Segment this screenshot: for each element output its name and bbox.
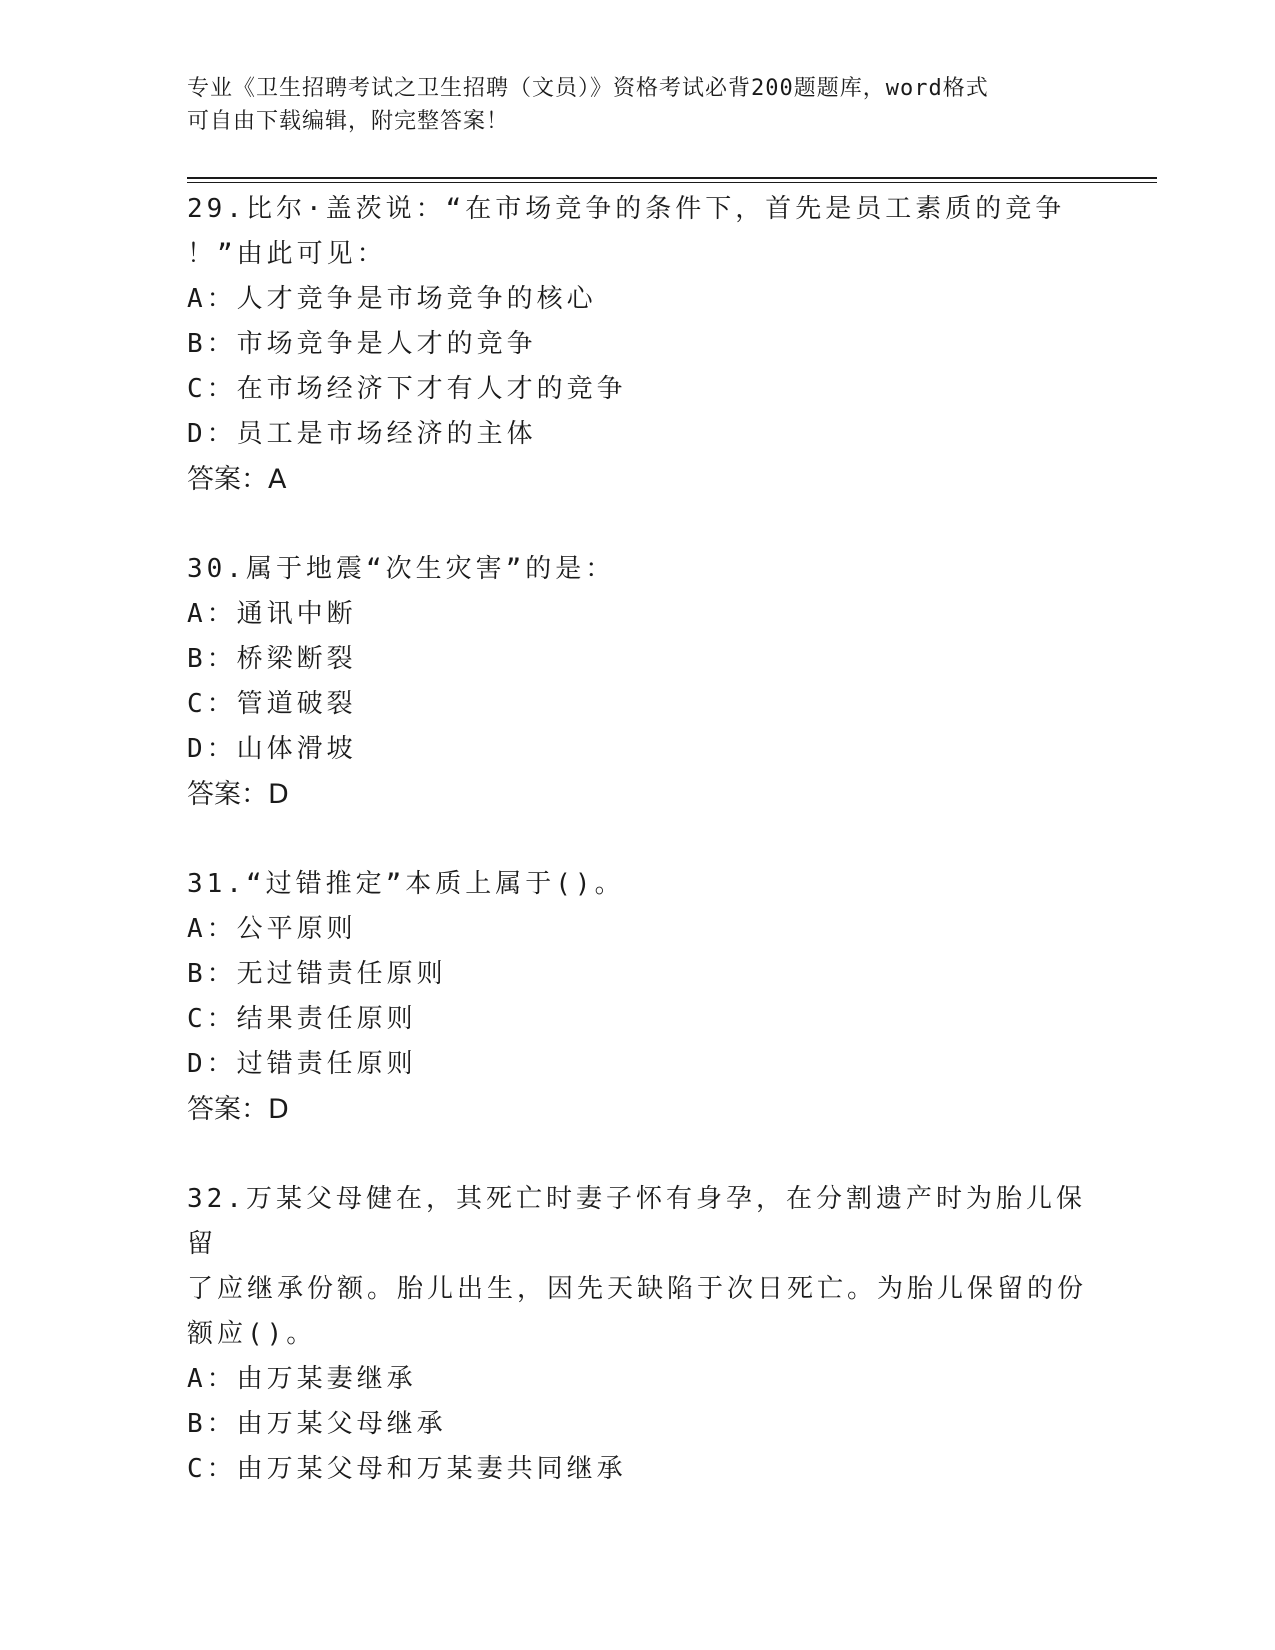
question-stem (187, 547, 1107, 592)
question-32 (187, 1177, 1107, 1492)
question-stem (187, 1177, 1107, 1357)
question-31 (187, 862, 1107, 1132)
document-header (187, 72, 1067, 138)
option-c: C：由万某父母和万某妻共同继承 (187, 1454, 627, 1484)
question-stem (187, 862, 1107, 907)
option-d: D：山体滑坡 (187, 734, 357, 764)
option-d: D：员工是市场经济的主体 (187, 419, 537, 449)
question-stem-line: 29.比尔·盖茨说：“在市场竞争的条件下，首先是员工素质的竞争 (187, 194, 1066, 224)
header-line: 专业《卫生招聘考试之卫生招聘（文员）》资格考试必背200题题库，word格式 (187, 76, 989, 101)
answer: 答案：A (187, 464, 287, 495)
question-stem-line: 32.万某父母健在，其死亡时妻子怀有身孕，在分割遗产时为胎儿保留 (187, 1184, 1086, 1259)
question-30 (187, 547, 1107, 817)
option-c: C：管道破裂 (187, 689, 357, 719)
header-line: 可自由下载编辑，附完整答案！ (187, 109, 510, 134)
option-b: B：市场竞争是人才的竞争 (187, 329, 537, 359)
question-stem-line: 31.“过错推定”本质上属于()。 (187, 869, 625, 899)
answer: 答案：D (187, 779, 289, 810)
question-stem-line: 30.属于地震“次生灾害”的是： (187, 554, 616, 584)
option-a: A：通讯中断 (187, 599, 357, 629)
option-c: C：在市场经济下才有人才的竞争 (187, 374, 627, 404)
option-a: A：由万某妻继承 (187, 1364, 417, 1394)
option-c: C：结果责任原则 (187, 1004, 417, 1034)
question-29 (187, 187, 1107, 502)
option-d: D：过错责任原则 (187, 1049, 417, 1079)
question-stem (187, 187, 1107, 277)
header-divider (187, 177, 1157, 179)
option-b: B：无过错责任原则 (187, 959, 447, 989)
question-list (187, 187, 1107, 1537)
option-b: B：桥梁断裂 (187, 644, 357, 674)
question-stem-line: ！”由此可见： (187, 239, 387, 269)
option-a: A：公平原则 (187, 914, 357, 944)
question-stem-line: 额应()。 (187, 1319, 317, 1349)
question-stem-line: 了应继承份额。胎儿出生，因先天缺陷于次日死亡。为胎儿保留的份 (187, 1274, 1088, 1304)
option-b: B：由万某父母继承 (187, 1409, 447, 1439)
option-a: A：人才竞争是市场竞争的核心 (187, 284, 597, 314)
answer: 答案：D (187, 1094, 289, 1125)
header-divider (187, 182, 1157, 183)
